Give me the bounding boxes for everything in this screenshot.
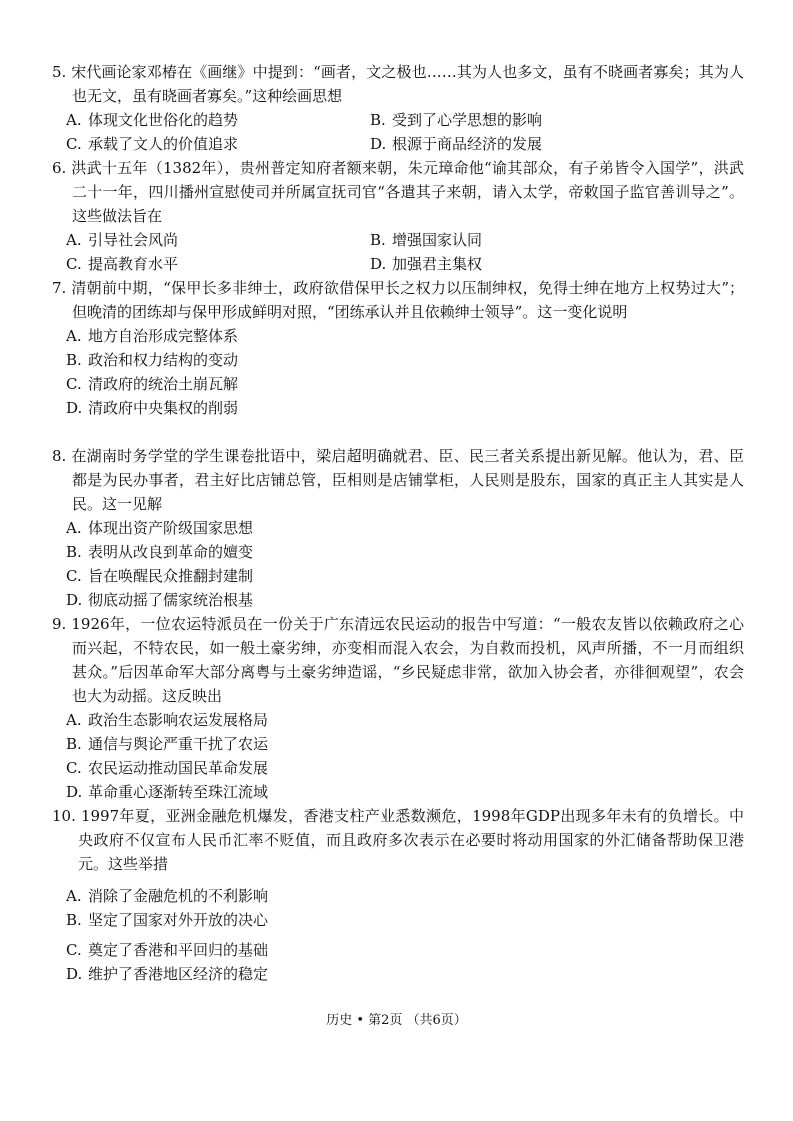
option-a: A. 体现文化世俗化的趋势 <box>66 111 239 129</box>
option-a: A. 引导社会风尚 <box>66 231 179 249</box>
question-10 <box>52 804 744 986</box>
question-8 <box>52 444 744 612</box>
option-d: D. 维护了香港地区经济的稳定 <box>66 965 269 983</box>
option-b: B. 政治和权力结构的变动 <box>66 351 239 369</box>
option-a: A. 消除了金融危机的不利影响 <box>66 887 269 905</box>
question-text: 1997年夏，亚洲金融危机爆发，香港支柱产业悉数濒危，1998年GDP出现多年未有的负增长。中央政府不仅宣布人民币汇率不贬值，而且政府多次表示在必要时将动用国家的外汇储备帮助保卫港元。这些举措 <box>78 807 744 873</box>
question-text: 1926年，一位农运特派员在一份关于广东清远农民运动的报告中写道：“一般农友皆以依赖政府之心而兴起，不特农民，如一般土豪劣绅，亦变相而混入农会，为自救而投机，风声所播，不一月而组织甚众。”后因革命军大部分离粤与土豪劣绅造谣，“乡民疑虑非常，欲加入协会者，亦徘徊观望”，农会也大为动摇。这反映出 <box>71 615 744 705</box>
question-text: 宋代画论家邓椿在《画继》中提到：“画者，文之极也……其为人也多文，虽有不晓画者寡矣；其为人也无文，虽有晓画者寡矣。”这种绘画思想 <box>71 63 744 105</box>
page-footer: 历史 • 第2页 （共6页） <box>326 1013 467 1028</box>
question-text: 在湖南时务学堂的学生课卷批语中，梁启超明确就君、臣、民三者关系提出新见解。他认为，君、臣都是为民办事者，君主好比店铺总管，臣相则是店铺掌柜，人民则是股东，国家的真正主人其实是人民。这一见解 <box>71 447 744 513</box>
option-c: C. 提高教育水平 <box>66 255 179 273</box>
option-a: A. 地方自治形成完整体系 <box>66 327 239 345</box>
option-b: B. 坚定了国家对外开放的决心 <box>66 911 269 929</box>
question-7 <box>52 276 744 420</box>
question-number: 7. <box>52 279 67 297</box>
option-d: D. 根源于商品经济的发展 <box>370 135 543 153</box>
question-stem <box>52 60 744 108</box>
option-a: A. 政治生态影响农运发展格局 <box>66 711 269 729</box>
option-d: D. 革命重心逐渐转至珠江流域 <box>66 783 269 801</box>
question-number: 8. <box>52 447 67 465</box>
option-c: C. 清政府的统治土崩瓦解 <box>66 375 239 393</box>
option-b: B. 增强国家认同 <box>370 231 483 249</box>
question-number: 6. <box>52 159 67 177</box>
option-c: C. 奠定了香港和平回归的基础 <box>66 941 269 959</box>
options <box>52 108 744 156</box>
question-6 <box>52 156 744 276</box>
option-a: A. 体现出资产阶级国家思想 <box>66 519 254 537</box>
question-stem <box>52 444 744 516</box>
question-number: 10. <box>52 807 76 825</box>
question-text: 洪武十五年（1382年），贵州普定知府者额来朝，朱元璋命他“谕其部众，有子弟皆令入国学”，洪武二十一年，四川播州宣慰使司并所属宣抚司官“各遣其子来朝，请入太学，帝敕国子监官善训导之”。这些做法旨在 <box>71 159 744 225</box>
question-5 <box>52 60 744 156</box>
options <box>52 324 744 420</box>
option-d: D. 彻底动摇了儒家统治根基 <box>66 591 254 609</box>
question-stem <box>52 612 744 708</box>
options <box>52 516 744 612</box>
option-b: B. 通信与舆论严重干扰了农运 <box>66 735 269 753</box>
options <box>52 228 744 276</box>
options <box>52 708 744 804</box>
options <box>52 884 744 986</box>
option-d: D. 加强君主集权 <box>370 255 483 273</box>
question-number: 5. <box>52 63 67 81</box>
question-number: 9. <box>52 615 67 633</box>
option-b: B. 表明从改良到革命的嬗变 <box>66 543 254 561</box>
option-c: C. 承载了文人的价值追求 <box>66 135 239 153</box>
question-stem <box>52 276 744 324</box>
question-9 <box>52 612 744 804</box>
option-c: C. 旨在唤醒民众推翻封建制 <box>66 567 254 585</box>
option-d: D. 清政府中央集权的削弱 <box>66 399 239 417</box>
question-stem <box>52 156 744 228</box>
option-b: B. 受到了心学思想的影响 <box>370 111 543 129</box>
question-stem <box>52 804 744 876</box>
option-c: C. 农民运动推动国民革命发展 <box>66 759 269 777</box>
question-text: 清朝前中期，“保甲长多非绅士，政府欲借保甲长之权力以压制绅权，免得士绅在地方上权势过大”； 但晚清的团练却与保甲形成鲜明对照，“团练承认并且依赖绅士领导”。这一变化说明 <box>71 279 744 321</box>
